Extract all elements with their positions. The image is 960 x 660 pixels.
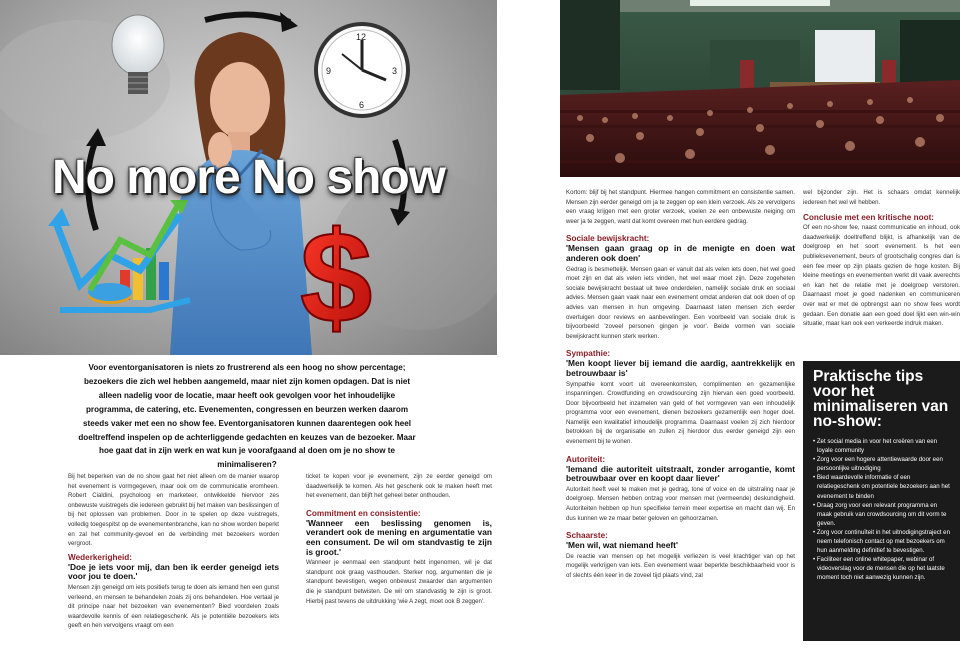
- svg-text:9: 9: [326, 66, 332, 76]
- pull-quote: 'Mensen gaan graag op in de menigte en doen wat anderen ook doen': [566, 243, 795, 263]
- tip-item: • Bied waardevolle informatie of een relatiegeschenk om potentiele bezoekers aan het evenement te binden: [813, 473, 950, 500]
- page-title: No more No show: [51, 151, 446, 204]
- intro-paragraph: Voor eventorganisatoren is niets zo frustrerend als een hoog no show percentage; bezoekers die zich wel hebben aangemeld, maar niet zijn komen opdagen. Dat is niet alleen nadelig voor de locatie, maar heeft ook gevolgen voor het inhoudelijke programma, de catering, etc. Evenementen, congressen en beurzen werken daarom steeds vaker met een no show fee. Eventorganisatoren kunnen daarentegen ook heel doeltreffend inspelen op de achterliggende gedachten en keuzes van de bezoeker. Maar hoe gaat dat in zijn werk en wat kun je voorafgaand al doen om je no show te minimaliseren?: [78, 363, 416, 470]
- right-column-1: [566, 188, 795, 581]
- tips-list: [813, 437, 950, 583]
- paragraph: ticket te kopen voor je evenement, zijn ze eerder geneigd om daadwerkelijk te komen. Als het geschenk ook te maken heeft met het evenement, dan blijft het geheel beter onthouden.: [306, 473, 492, 500]
- paragraph: De reactie van mensen op het mogelijk verliezen is veel krachtiger van op het mogelijk verkrijgen van iets. Een evenement waar beperkte beschikbaarheid voor is of slechts één keer in de zoveel tijd plaats vind, zal: [566, 552, 795, 579]
- paragraph: wel bijzonder zijn. Het is schaars omdat kennelijk iedereen het wel wil hebben.: [803, 189, 960, 206]
- paragraph: Gedrag is besmettelijk. Mensen gaan er vanuit dat als velen iets doen, het wel goed moet zijn en dat als velen iets vinden, het wel waar moet zijn. Deze zogeheten sociale bewijskracht bestaat uit twee onderdelen, namelijk sociale druk en sociaal advies. Mensen gaan vaak naar een evenement omdat anderen dat ook doen of op advies van mensen in hun omgeving. Daarnaast laten mensen zich eerder overtuigen door reviews en aanbevelingen. Een voorbeeld van sociale druk is bijvoorbeeld 'zoveel personen gingen je voor'. Beide vormen van sociale bewijskracht kunnen sterk werken.: [566, 265, 795, 340]
- subheading: Conclusie met een kritische noot:: [803, 213, 935, 223]
- conference-hall-photo: [560, 0, 960, 177]
- pull-quote: 'Wanneer een beslissing genomen is, verandert ook de mening en argumentatie van een consument. De wil om standvastig te zijn is groot.': [306, 517, 492, 557]
- tip-item: • Zorg voor continuïteit in het uitnodigingstraject en neem telefonisch contact op met bezoekers om hun aanmelding definitief te bevestigen.: [813, 528, 950, 555]
- dollar-icon: [300, 204, 372, 350]
- pull-quote: 'Doe je iets voor mij, dan ben ik eerder geneigd iets voor jou te doen.': [68, 561, 279, 582]
- tip-item: • Zorg voor een hogere attentiewaarde door een persoonlijke uitnodiging: [813, 455, 950, 473]
- subheading: Commitment en consistentie:: [306, 508, 421, 518]
- chart-graphic: [48, 200, 190, 310]
- paragraph: Of een no-show fee, naast communicatie en inhoud, ook daadwerkelijk doeltreffend blijkt, is afhankelijk van de doelgroep en het soort evenement. Is het een publieksevenement, beurs of grootschalig congres dan is een fee meer op zijn plaats gezien de hoge kosten. Bij kleine meetings en evenementen werkt dit vaak averechts en kan het de relatie met je doelgroep verstoren. Daarnaast moet je goed nadenken en communiceren over wat er met de opbrengst aan no show fees wordt gedaan. Een donatie aan een goed doel lijkt een win-win situatie, maar kan ook een verkeerde indruk maken.: [803, 224, 960, 328]
- tip-item: • Draag zorg voor een relevant programma en maak gebruik van crowdsourcing om dit vorm te geven.: [813, 501, 950, 528]
- svg-text:12: 12: [356, 32, 367, 42]
- paragraph: Mensen zijn geneigd om iets positiefs terug te doen als iemand hen een gunst verleend, en mensen te behandelen zoals zij ons behandelen. Hoe vertaal je dit principe naar het bezoeken van evenementen? Bied voordelen zoals waardevolle kennis of een relatiegeschenk. Als je potentiële bezoekers iets geeft en hen vervolgens vraagt om een: [68, 583, 279, 630]
- paragraph: Kortom: blijf bij het standpunt. Hiermee hangen commitment en consistentie samen. Mensen zijn eerder geneigd om ja te zeggen op een klein verzoek. Als ze vervolgens een vraag krijgen met een groter verzoek, voelen ze een onbewuste neiging om weer ja te zeggen, want dat komt overeen met hun eerdere gedrag.: [566, 189, 795, 225]
- tip-item: • Zet social media in voor het creëren van een loyale community: [813, 437, 950, 455]
- clock-icon: [316, 24, 408, 116]
- subheading: Autoriteit:: [566, 454, 606, 464]
- pull-quote: 'Men koopt liever bij iemand die aardig, aantrekkelijk en betrouwbaar is': [566, 358, 795, 378]
- hero-illustration: [0, 0, 497, 355]
- pull-quote: 'Iemand die autoriteit uitstraalt, zonder arrogantie, komt betrouwbaar over en koopt daar liever': [566, 463, 795, 484]
- subheading: Sympathie:: [566, 349, 611, 359]
- subheading: Sociale bewijskracht:: [566, 234, 650, 244]
- tips-title: Praktische tips voor het minimaliseren van no-show:: [813, 368, 949, 430]
- paragraph: Wanneer je eenmaal een standpunt hebt ingenomen, wil je dat standpunt ook graag vasthouden. Sterker nog, argumenten die je standpunt bevestigen, wegen onbewust zwaarder dan argumenten die je standpunt betwisten. De wil om standvastig te zijn is groot. Hierbij past tevens de uitdrukking 'wie A zegt, moet ook B zeggen'.: [306, 559, 492, 605]
- svg-text:$: $: [300, 204, 373, 350]
- pull-quote: 'Men wil, wat niemand heeft': [566, 540, 678, 551]
- conference-hall-artwork: [560, 0, 960, 177]
- right-column-2: [803, 188, 960, 329]
- left-column-2: [306, 472, 492, 606]
- subheading: Schaarste:: [566, 531, 608, 541]
- subheading: Wederkerigheid:: [68, 552, 133, 562]
- right-page: [560, 0, 960, 660]
- left-column-1: [68, 472, 279, 631]
- paragraph: Sympathie komt voort uit overeenkomsten, complimenten en gezamenlijke inspanningen. Crowdfunding en crowdsourcing zijn hiervan een goed voorbeeld. Door bijvoorbeeld het inzamelen van geld of het vormgeven van een inhoudelijk programma voor een evenement, dienen bezoekers gezamenlijk een hoger doel. Namelijk een kwalitatief inhoudelijk programma. Daarnaast voelen zij zich hierdoor betrokken bij de organisatie en zullen zij hierdoor dus eerder geneigd zijn een evenement bij te wonen.: [566, 380, 795, 446]
- tips-box: [803, 361, 960, 641]
- svg-text:6: 6: [359, 100, 365, 110]
- paragraph: Bij het beperken van de no show gaat het niet alleen om de manier waarop het evenement is vormgegeven, maar ook om de communicatie eromheen. Robert Cialdini, psycholoog en marketeer, ontwikkelde hiervoor zes onbewuste vuistregels die iedereen gebruikt bij het maken van beslissingen of bij het oplossen van problemen. Door in te spelen op deze vuistregels, volledig toegespitst op de evenementenbranche, kan no show worden beperkt en zal het community-gevoel en de verbinding met bezoekers worden vergroot.: [68, 473, 279, 548]
- svg-text:3: 3: [392, 66, 398, 76]
- paragraph: Autoriteit heeft veel te maken met je gedrag, tone of voice en de uitstraling naar je doelgroep. Mensen hebben ontzag voor mensen met (vermeende) deskundigheid. Autoriteiten hebben op hun specifieke terrein meer expertise en macht dan wij. En dus kunnen we ze maar beter geloven en gehoorzamen.: [566, 485, 795, 522]
- tip-item: • Faciliteer een online whitepaper, webinar of videoverslag voor de mensen die op het laatste moment toch niet aanwezig kunnen zijn.: [813, 555, 950, 582]
